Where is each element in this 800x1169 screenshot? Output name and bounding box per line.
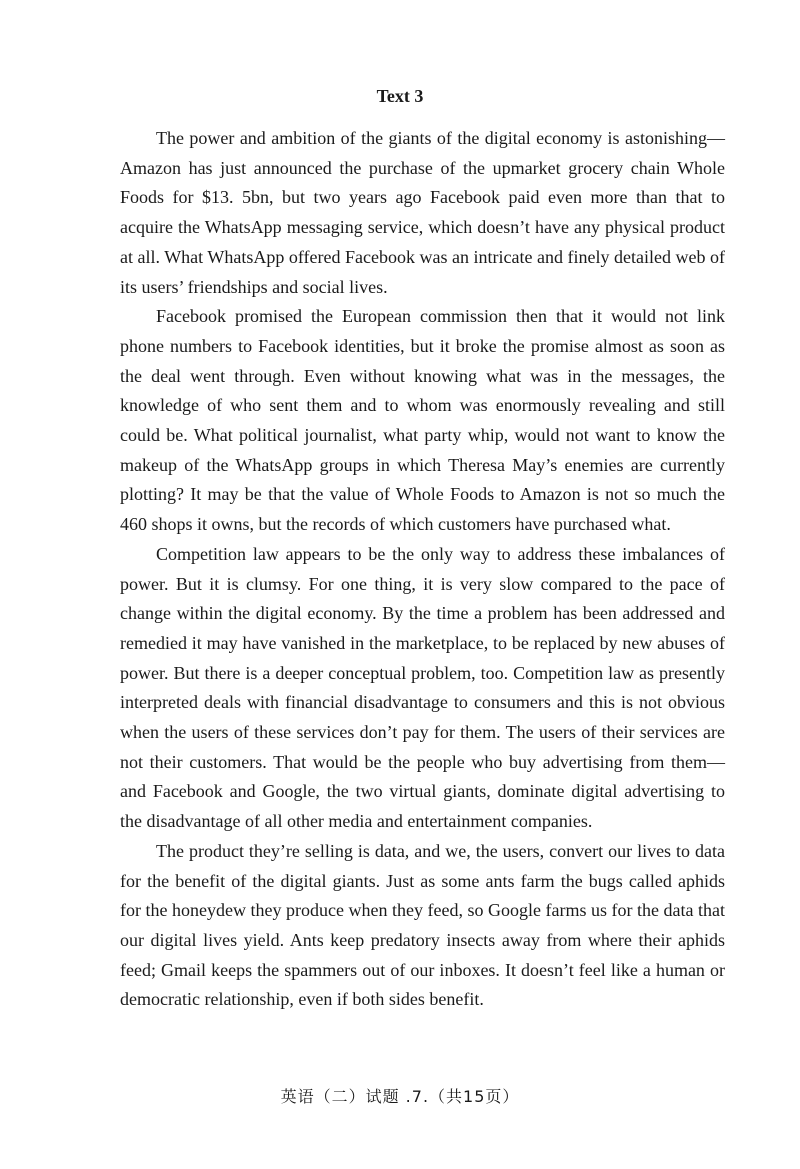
paragraph-4: The product they’re selling is data, and we, the users, convert our lives to data for the benefit of the digital giants. Just as some ants farm the bugs called aphids for the honeydew they produce when they feed, so Google farms us for the data that our digital lives yield. Ants keep predatory insects away from where their aphids feed; Gmail keeps the spammers out of our inboxes. It doesn’t feel like a human or democratic relationship, even if both sides benefit.: [120, 840, 725, 1010]
page-footer: 英语（二）试题 .7.（共15页）: [280, 1087, 520, 1106]
paragraph-1: The power and ambition of the giants of the digital economy is astonishing—Amazon has just announced the purchase of the upmarket grocery chain Whole Foods for $13. 5bn, but two years ago Facebook paid even more than that to acquire the WhatsApp messaging service, which doesn’t have any physical product at all. What WhatsApp offered Facebook was an intricate and finely detailed web of its users’ friendships and social lives.: [120, 128, 725, 297]
page-title: Text 3: [376, 86, 424, 106]
paragraph-2: Facebook promised the European commission then that it would not link phone numbers to Facebook identities, but it broke the promise almost as soon as the deal went through. Even without knowing what was in the messages, the knowledge of who sent them and to whom was enormously revealing and still could be. What political journalist, what party whip, would not want to know the makeup of the WhatsApp groups in which Theresa May’s enemies are currently plotting? It may be that the value of Whole Foods to Amazon is not so much the 460 shops it owns, but the records of which customers have purchased what.: [120, 306, 725, 535]
paragraph-3: Competition law appears to be the only way to address these imbalances of power. But it is clumsy. For one thing, it is very slow compared to the pace of change within the digital economy. By the time a problem has been addressed and remedied it may have vanished in the marketplace, to be replaced by new abuses of power. But there is a deeper conceptual problem, too. Competition law as presently interpreted deals with financial disadvantage to consumers and this is not obvious when the users of these services don’t pay for them. The users of their services are not their customers. That would be the people who buy advertising from them—and Facebook and Google, the two virtual giants, dominate digital advertising to the disadvantage of all other media and entertainment companies.: [120, 543, 725, 832]
article-body: [120, 124, 725, 1015]
